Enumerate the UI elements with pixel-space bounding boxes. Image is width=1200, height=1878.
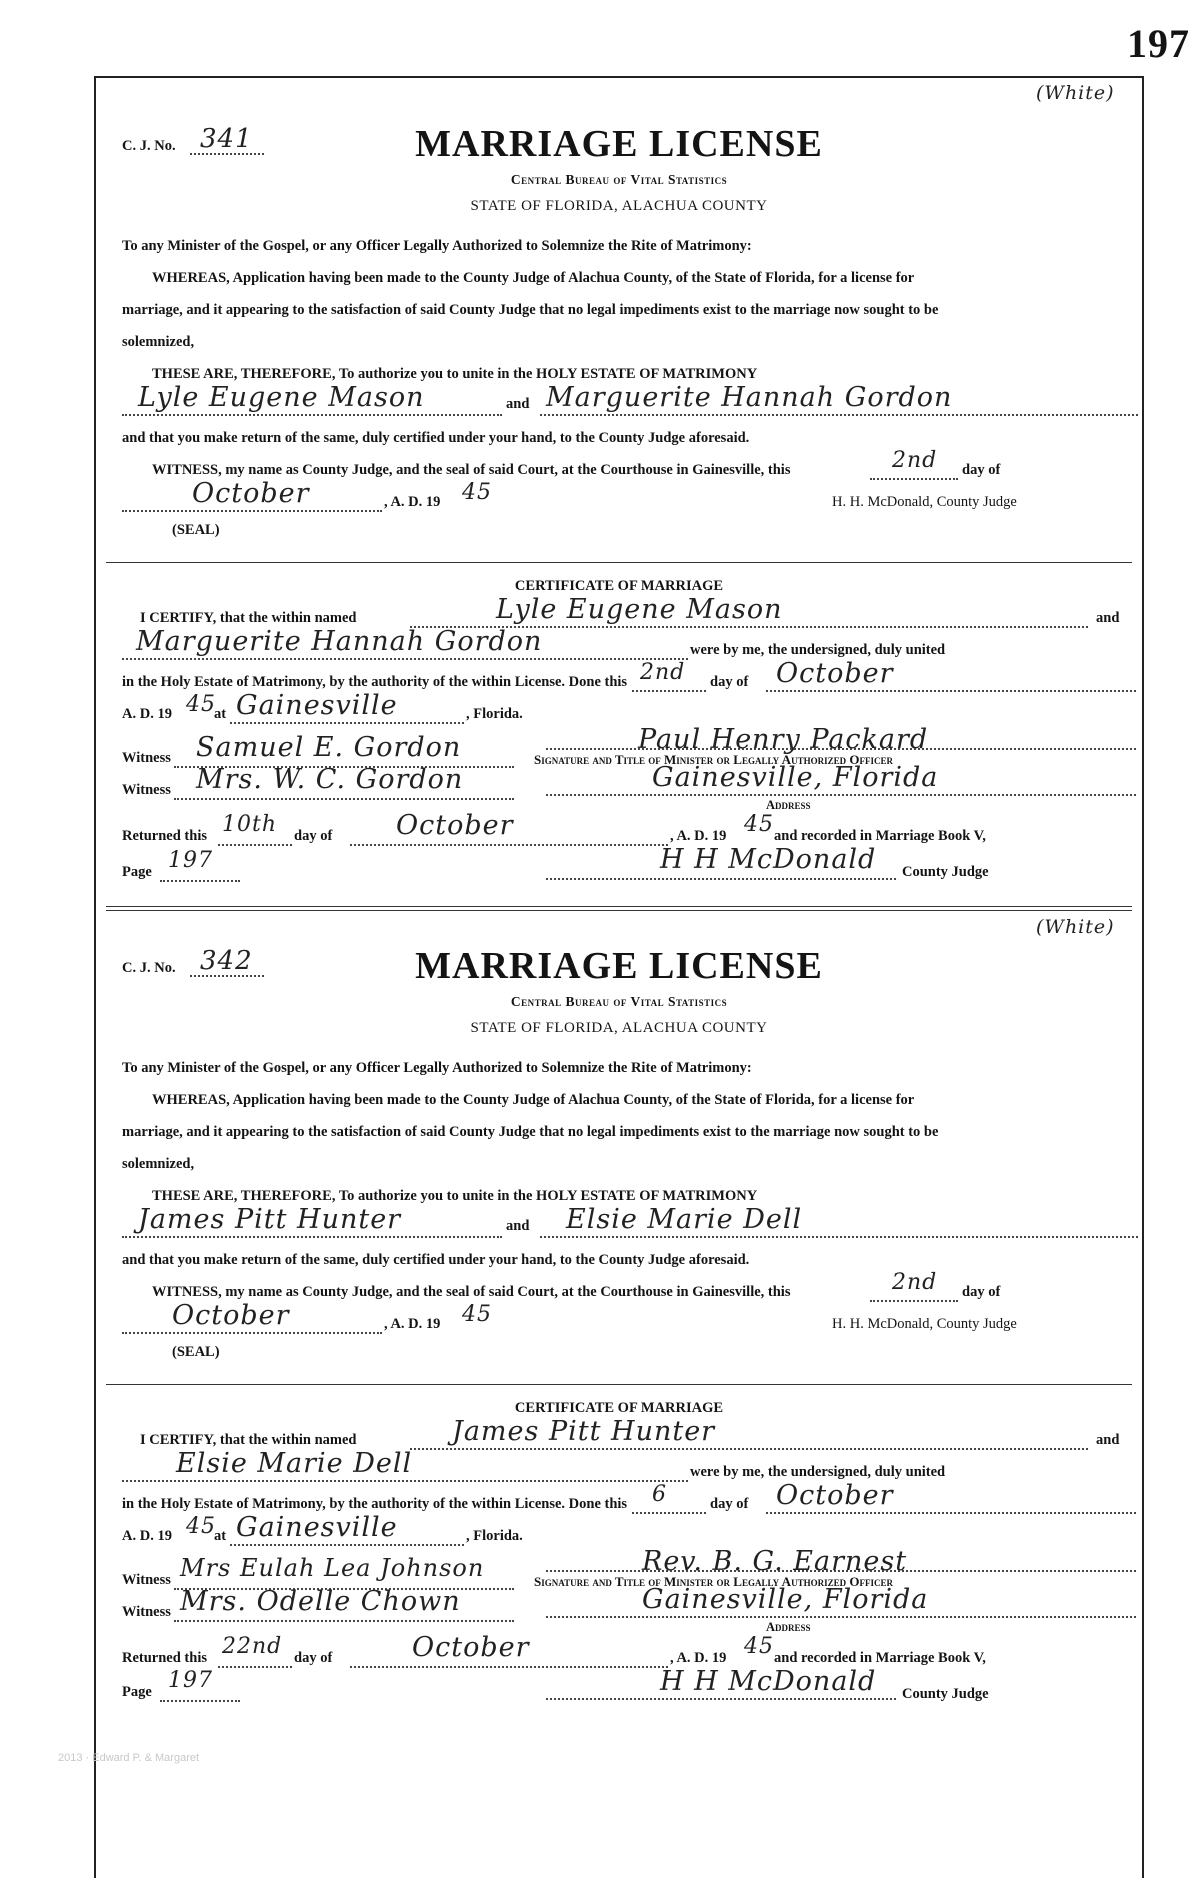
cert-and-word: and (1096, 1432, 1120, 1448)
judge-sig-underline (546, 878, 896, 880)
witness-1-name: Samuel E. Gordon (196, 732, 462, 763)
returned-year: 45 (744, 1634, 774, 1659)
returned-label: Returned this (122, 828, 207, 844)
holy-estate-text: in the Holy Estate of Matrimony, by the authority of the within License. Done this (122, 674, 628, 690)
signature-title-label: Signature and Title of Minister or Legally Authorized Officer (534, 1574, 893, 1589)
witness-statement: WITNESS, my name as County Judge, and the seal of said Court, at the Courthouse in Gainesville, this (152, 1284, 791, 1300)
ad-19-label: , A. D. 19 (384, 1316, 441, 1332)
done-year: 45 (186, 692, 216, 717)
returned-month: October (396, 810, 514, 841)
license-day-underline (870, 1300, 958, 1302)
returned-month-underline (350, 1666, 668, 1668)
bride-underline (540, 1236, 1138, 1238)
state-county: STATE OF FLORIDA, ALACHUA COUNTY (470, 198, 768, 214)
address-label: Address (766, 1620, 811, 1634)
cj-label: C. J. No. (122, 960, 176, 976)
signature-title-label: Signature and Title of Minister or Legally Authorized Officer (534, 752, 893, 767)
whereas-line-1: WHEREAS, Application having been made to the County Judge of Alachua County, of the State of Florida, for a license for (152, 1092, 915, 1108)
license-day-underline (870, 478, 958, 480)
cert-bride-underline (122, 658, 688, 660)
judge-line: H. H. McDonald, County Judge (832, 1316, 1017, 1332)
done-day: 6 (652, 1482, 667, 1507)
county-judge-label: County Judge (902, 1686, 989, 1702)
done-month: October (776, 1480, 894, 1511)
judge-signature: H H McDonald (660, 844, 877, 875)
returned-day: 10th (222, 812, 278, 837)
return-instruction: and that you make return of the same, duly certified under your hand, to the County Judge aforesaid. (122, 1252, 750, 1268)
ad-19-label: , A. D. 19 (384, 494, 441, 510)
done-day-of-label: day of (710, 1496, 749, 1512)
license-title: MARRIAGE LICENSE (415, 123, 823, 165)
county-judge-label: County Judge (902, 864, 989, 880)
holy-estate-text: in the Holy Estate of Matrimony, by the authority of the within License. Done this (122, 1496, 628, 1512)
whereas-line-3: solemnized, (122, 1156, 195, 1172)
address-underline (546, 1616, 1136, 1618)
florida-label: , Florida. (466, 1528, 523, 1544)
license-day: 2nd (892, 448, 938, 473)
record-divider (106, 906, 1132, 911)
recorded-text: and recorded in Marriage Book V, (774, 828, 986, 844)
united-text: were by me, the undersigned, duly united (690, 642, 946, 658)
day-of-label: day of (962, 462, 1001, 478)
these-are-therefore: THESE ARE, THEREFORE, To authorize you to unite in the HOLY ESTATE OF MATRIMONY (152, 366, 758, 382)
united-text: were by me, the undersigned, duly united (690, 1464, 946, 1480)
bride-underline (540, 414, 1138, 416)
place-underline (230, 722, 464, 724)
groom-name: Lyle Eugene Mason (138, 382, 425, 413)
to-any-minister: To any Minister of the Gospel, or any Officer Legally Authorized to Solemnize the Rite of Matrimony: (122, 1060, 752, 1076)
license-month: October (172, 1300, 290, 1331)
returned-ad-label: , A. D. 19 (670, 1650, 727, 1666)
cert-groom-name: James Pitt Hunter (452, 1416, 716, 1447)
whereas-line-2: marriage, and it appearing to the satisfaction of said County Judge that no legal impediments exist to the marriage now sought to be (122, 1124, 939, 1140)
place-underline (230, 1544, 464, 1546)
returned-day-of-label: day of (294, 1650, 333, 1666)
license-month-underline (122, 1332, 382, 1334)
returned-day-of-label: day of (294, 828, 333, 844)
license-year: 45 (462, 1302, 492, 1327)
license-day: 2nd (892, 1270, 938, 1295)
done-month-underline (766, 1512, 1136, 1514)
witness-1-name: Mrs Eulah Lea Johnson (180, 1554, 485, 1582)
officer-sig-underline (546, 1570, 1136, 1572)
marriage-place: Gainesville (236, 690, 398, 721)
witness-2-underline (174, 1620, 514, 1622)
day-of-label: day of (962, 1284, 1001, 1300)
judge-sig-underline (546, 1698, 896, 1700)
returned-day: 22nd (222, 1634, 283, 1659)
returned-day-underline (218, 1666, 292, 1668)
officer-signature: Paul Henry Packard (638, 724, 929, 755)
florida-label: , Florida. (466, 706, 523, 722)
book-page-underline (160, 880, 240, 882)
cert-bride-underline (122, 1480, 688, 1482)
book-page: 197 (168, 848, 213, 873)
document-frame (94, 76, 1144, 1878)
cert-groom-underline (410, 1448, 1088, 1450)
witness-2-name: Mrs. W. C. Gordon (196, 764, 464, 795)
groom-name: James Pitt Hunter (138, 1204, 402, 1235)
section-divider (106, 562, 1132, 563)
judge-line: H. H. McDonald, County Judge (832, 494, 1017, 510)
to-any-minister: To any Minister of the Gospel, or any Officer Legally Authorized to Solemnize the Rite of Matrimony: (122, 238, 752, 254)
done-month: October (776, 658, 894, 689)
witness-2-label: Witness (122, 1604, 171, 1620)
cert-and-word: and (1096, 610, 1120, 626)
returned-year: 45 (744, 812, 774, 837)
cj-number: 341 (200, 124, 253, 154)
certificate-title: CERTIFICATE OF MARRIAGE (514, 578, 724, 594)
groom-underline (122, 414, 502, 416)
witness-1-label: Witness (122, 750, 171, 766)
ad-label: A. D. 19 (122, 1528, 172, 1544)
seal-label: (SEAL) (172, 522, 220, 538)
race-note: (White) (1036, 916, 1115, 938)
license-year: 45 (462, 480, 492, 505)
whereas-line-2: marriage, and it appearing to the satisfaction of said County Judge that no legal impediments exist to the marriage now sought to be (122, 302, 939, 318)
cj-number: 342 (200, 946, 253, 976)
recorded-text: and recorded in Marriage Book V, (774, 1650, 986, 1666)
done-day-underline (632, 1512, 706, 1514)
bureau-name: Central Bureau of Vital Statistics (510, 994, 728, 1009)
bride-name: Marguerite Hannah Gordon (546, 382, 953, 413)
address-label: Address (766, 798, 811, 812)
license-title: MARRIAGE LICENSE (415, 945, 823, 987)
race-note: (White) (1036, 82, 1115, 104)
witness-2-name: Mrs. Odelle Chown (180, 1586, 461, 1617)
done-year: 45 (186, 1514, 216, 1539)
bride-name: Elsie Marie Dell (566, 1204, 803, 1235)
witness-2-label: Witness (122, 782, 171, 798)
bureau-name: Central Bureau of Vital Statistics (510, 172, 728, 187)
witness-1-label: Witness (122, 1572, 171, 1588)
returned-month: October (412, 1632, 530, 1663)
marriage-place: Gainesville (236, 1512, 398, 1543)
certify-label: I CERTIFY, that the within named (140, 1432, 357, 1448)
cert-bride-name: Marguerite Hannah Gordon (136, 626, 543, 657)
license-month: October (192, 478, 310, 509)
officer-address: Gainesville, Florida (652, 762, 939, 793)
returned-ad-label: , A. D. 19 (670, 828, 727, 844)
done-month-underline (766, 690, 1136, 692)
returned-day-underline (218, 844, 292, 846)
done-day: 2nd (640, 660, 686, 685)
seal-label: (SEAL) (172, 1344, 220, 1360)
watermark-text: 2013 · Edward P. & Margaret (58, 1752, 200, 1764)
page-number: 197 (1127, 21, 1190, 66)
judge-signature: H H McDonald (660, 1666, 877, 1697)
witness-statement: WITNESS, my name as County Judge, and the seal of said Court, at the Courthouse in Gainesville, this (152, 462, 791, 478)
cert-groom-name: Lyle Eugene Mason (496, 594, 783, 625)
state-county: STATE OF FLORIDA, ALACHUA COUNTY (470, 1020, 768, 1036)
done-day-of-label: day of (710, 674, 749, 690)
address-underline (546, 794, 1136, 796)
ad-label: A. D. 19 (122, 706, 172, 722)
officer-signature: Rev. B. G. Earnest (642, 1546, 908, 1577)
cert-bride-name: Elsie Marie Dell (176, 1448, 413, 1479)
at-label: at (214, 706, 227, 722)
license-month-underline (122, 510, 382, 512)
these-are-therefore: THESE ARE, THEREFORE, To authorize you to unite in the HOLY ESTATE OF MATRIMONY (152, 1188, 758, 1204)
at-label: at (214, 1528, 227, 1544)
witness-2-underline (174, 798, 514, 800)
returned-month-underline (350, 844, 668, 846)
officer-sig-underline (546, 748, 1136, 750)
certify-label: I CERTIFY, that the within named (140, 610, 357, 626)
and-word: and (506, 396, 530, 412)
section-divider (106, 1384, 1132, 1385)
book-page-underline (160, 1700, 240, 1702)
page-label: Page (122, 864, 152, 880)
whereas-line-1: WHEREAS, Application having been made to the County Judge of Alachua County, of the State of Florida, for a license for (152, 270, 915, 286)
whereas-line-3: solemnized, (122, 334, 195, 350)
officer-address: Gainesville, Florida (642, 1584, 929, 1615)
page-label: Page (122, 1684, 152, 1700)
certificate-title: CERTIFICATE OF MARRIAGE (514, 1400, 724, 1416)
returned-label: Returned this (122, 1650, 207, 1666)
cj-label: C. J. No. (122, 138, 176, 154)
book-page: 197 (168, 1668, 213, 1693)
and-word: and (506, 1218, 530, 1234)
return-instruction: and that you make return of the same, duly certified under your hand, to the County Judge aforesaid. (122, 430, 750, 446)
done-day-underline (632, 690, 706, 692)
groom-underline (122, 1236, 502, 1238)
